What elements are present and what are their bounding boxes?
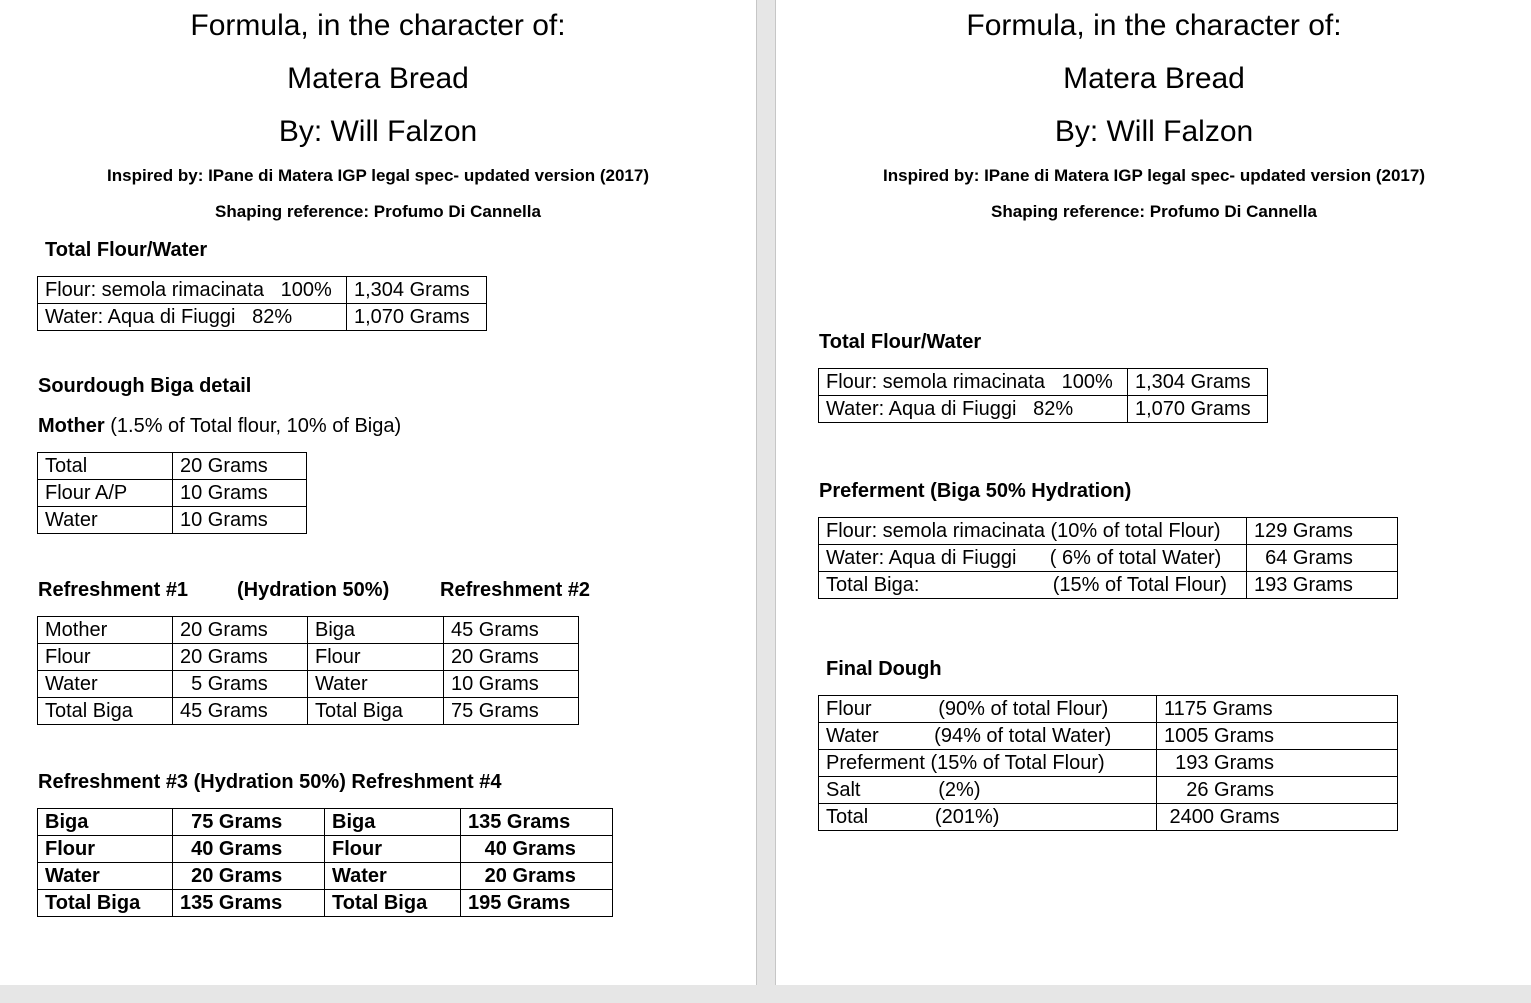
final-dough-table bbox=[818, 695, 1398, 831]
table-cell: Water bbox=[38, 863, 173, 890]
table-cell: Flour: semola rimacinata 100% bbox=[819, 369, 1128, 396]
table-cell: 20 Grams bbox=[461, 863, 613, 890]
table-row bbox=[819, 572, 1398, 599]
table-row bbox=[819, 696, 1398, 723]
total-flour-water-table bbox=[818, 368, 1268, 423]
table-cell: 64 Grams bbox=[1247, 545, 1398, 572]
table-row bbox=[819, 750, 1398, 777]
total-flour-water-heading: Total Flour/Water bbox=[819, 331, 982, 353]
table-cell: Total (201%) bbox=[819, 804, 1157, 831]
table-cell: 20 Grams bbox=[173, 617, 308, 644]
refreshment-1-heading: Refreshment #1 bbox=[38, 579, 189, 601]
table-cell: 195 Grams bbox=[461, 890, 613, 917]
table-cell: 75 Grams bbox=[444, 698, 579, 725]
table-cell: 20 Grams bbox=[173, 453, 307, 480]
table-cell: Water bbox=[308, 671, 444, 698]
table-cell: 45 Grams bbox=[444, 617, 579, 644]
table-cell: Biga bbox=[38, 809, 173, 836]
table-row bbox=[38, 809, 613, 836]
table-row bbox=[38, 277, 487, 304]
table-cell: Flour: semola rimacinata (10% of total Flour) bbox=[819, 518, 1247, 545]
refreshment-3-4-table bbox=[37, 808, 613, 917]
table-cell: Water bbox=[38, 671, 173, 698]
table-cell: 1,070 Grams bbox=[1128, 396, 1268, 423]
table-cell: Flour bbox=[38, 836, 173, 863]
table-cell: 20 Grams bbox=[444, 644, 579, 671]
final-dough-heading: Final Dough bbox=[826, 658, 942, 680]
mother-label: Mother bbox=[38, 415, 105, 437]
refreshment-1-2-table bbox=[37, 616, 579, 725]
inspired-line: Inspired by: IPane di Matera IGP legal spec- updated version (2017) bbox=[883, 166, 1425, 185]
refreshment-3-4-heading: Refreshment #3 (Hydration 50%) Refreshment #4 bbox=[38, 771, 502, 793]
table-row bbox=[38, 480, 307, 507]
table-row bbox=[38, 453, 307, 480]
table-row bbox=[38, 617, 579, 644]
table-row bbox=[819, 545, 1398, 572]
table-cell: Flour A/P bbox=[38, 480, 173, 507]
table-cell: Preferment (15% of Total Flour) bbox=[819, 750, 1157, 777]
table-row bbox=[38, 698, 579, 725]
table-cell: 40 Grams bbox=[461, 836, 613, 863]
refreshment-hydration-heading: (Hydration 50%) bbox=[237, 579, 390, 601]
table-cell: Water: Aqua di Fiuggi ( 6% of total Water) bbox=[819, 545, 1247, 572]
title-line-3: By: Will Falzon bbox=[278, 115, 478, 148]
table-row bbox=[38, 304, 487, 331]
table-cell: 193 Grams bbox=[1247, 572, 1398, 599]
table-cell: 45 Grams bbox=[173, 698, 308, 725]
table-row bbox=[819, 518, 1398, 545]
table-cell: 135 Grams bbox=[173, 890, 325, 917]
table-cell: 26 Grams bbox=[1157, 777, 1398, 804]
table-cell: 1,070 Grams bbox=[347, 304, 487, 331]
table-row bbox=[38, 671, 579, 698]
title-line-1: Formula, in the character of: bbox=[966, 9, 1342, 42]
title-line-1: Formula, in the character of: bbox=[190, 9, 566, 42]
preferment-table bbox=[818, 517, 1398, 599]
mother-heading bbox=[38, 413, 401, 439]
table-cell: 193 Grams bbox=[1157, 750, 1398, 777]
sourdough-biga-heading: Sourdough Biga detail bbox=[38, 375, 252, 397]
table-cell: Water bbox=[325, 863, 461, 890]
table-cell: Total Biga bbox=[38, 698, 173, 725]
table-cell: 10 Grams bbox=[444, 671, 579, 698]
inspired-line: Inspired by: IPane di Matera IGP legal spec- updated version (2017) bbox=[107, 166, 649, 185]
table-cell: Flour bbox=[325, 836, 461, 863]
title-line-3: By: Will Falzon bbox=[1054, 115, 1254, 148]
table-cell: 10 Grams bbox=[173, 507, 307, 534]
mother-table bbox=[37, 452, 307, 534]
table-cell: Salt (2%) bbox=[819, 777, 1157, 804]
table-cell: 129 Grams bbox=[1247, 518, 1398, 545]
total-flour-water-heading: Total Flour/Water bbox=[45, 239, 208, 261]
title-line-2: Matera Bread bbox=[287, 62, 469, 95]
table-row bbox=[38, 863, 613, 890]
table-cell: Biga bbox=[308, 617, 444, 644]
table-cell: Flour (90% of total Flour) bbox=[819, 696, 1157, 723]
table-cell: Total Biga: (15% of Total Flour) bbox=[819, 572, 1247, 599]
table-row bbox=[38, 836, 613, 863]
mother-detail: (1.5% of Total flour, 10% of Biga) bbox=[104, 415, 402, 437]
table-cell: 1175 Grams bbox=[1157, 696, 1398, 723]
total-flour-water-table bbox=[37, 276, 487, 331]
table-row bbox=[819, 804, 1398, 831]
table-row bbox=[819, 369, 1268, 396]
table-cell: 75 Grams bbox=[173, 809, 325, 836]
refreshment-2-heading: Refreshment #2 bbox=[440, 579, 591, 601]
table-cell: Total Biga bbox=[38, 890, 173, 917]
table-cell: 1,304 Grams bbox=[1128, 369, 1268, 396]
table-cell: 10 Grams bbox=[173, 480, 307, 507]
table-cell: Water: Aqua di Fiuggi 82% bbox=[38, 304, 347, 331]
table-cell: 1005 Grams bbox=[1157, 723, 1398, 750]
table-cell: Flour: semola rimacinata 100% bbox=[38, 277, 347, 304]
document-page-left bbox=[0, 0, 757, 985]
table-cell: 20 Grams bbox=[173, 863, 325, 890]
table-cell: 135 Grams bbox=[461, 809, 613, 836]
table-cell: Flour bbox=[308, 644, 444, 671]
table-row bbox=[819, 723, 1398, 750]
table-row bbox=[819, 396, 1268, 423]
document-page-right bbox=[775, 0, 1531, 985]
title-line-2: Matera Bread bbox=[1063, 62, 1245, 95]
shaping-line: Shaping reference: Profumo Di Cannella bbox=[215, 202, 541, 221]
table-cell: Biga bbox=[325, 809, 461, 836]
table-cell: 2400 Grams bbox=[1157, 804, 1398, 831]
table-cell: Mother bbox=[38, 617, 173, 644]
table-cell: 40 Grams bbox=[173, 836, 325, 863]
shaping-line: Shaping reference: Profumo Di Cannella bbox=[991, 202, 1317, 221]
table-cell: Water (94% of total Water) bbox=[819, 723, 1157, 750]
table-row bbox=[38, 890, 613, 917]
table-row bbox=[38, 644, 579, 671]
table-cell: 1,304 Grams bbox=[347, 277, 487, 304]
table-row bbox=[38, 507, 307, 534]
table-cell: Flour bbox=[38, 644, 173, 671]
table-row bbox=[819, 777, 1398, 804]
preferment-heading: Preferment (Biga 50% Hydration) bbox=[819, 480, 1132, 502]
table-cell: Total Biga bbox=[325, 890, 461, 917]
table-cell: Water: Aqua di Fiuggi 82% bbox=[819, 396, 1128, 423]
table-cell: Total Biga bbox=[308, 698, 444, 725]
table-cell: Total bbox=[38, 453, 173, 480]
table-cell: Water bbox=[38, 507, 173, 534]
table-cell: 20 Grams bbox=[173, 644, 308, 671]
table-cell: 5 Grams bbox=[173, 671, 308, 698]
